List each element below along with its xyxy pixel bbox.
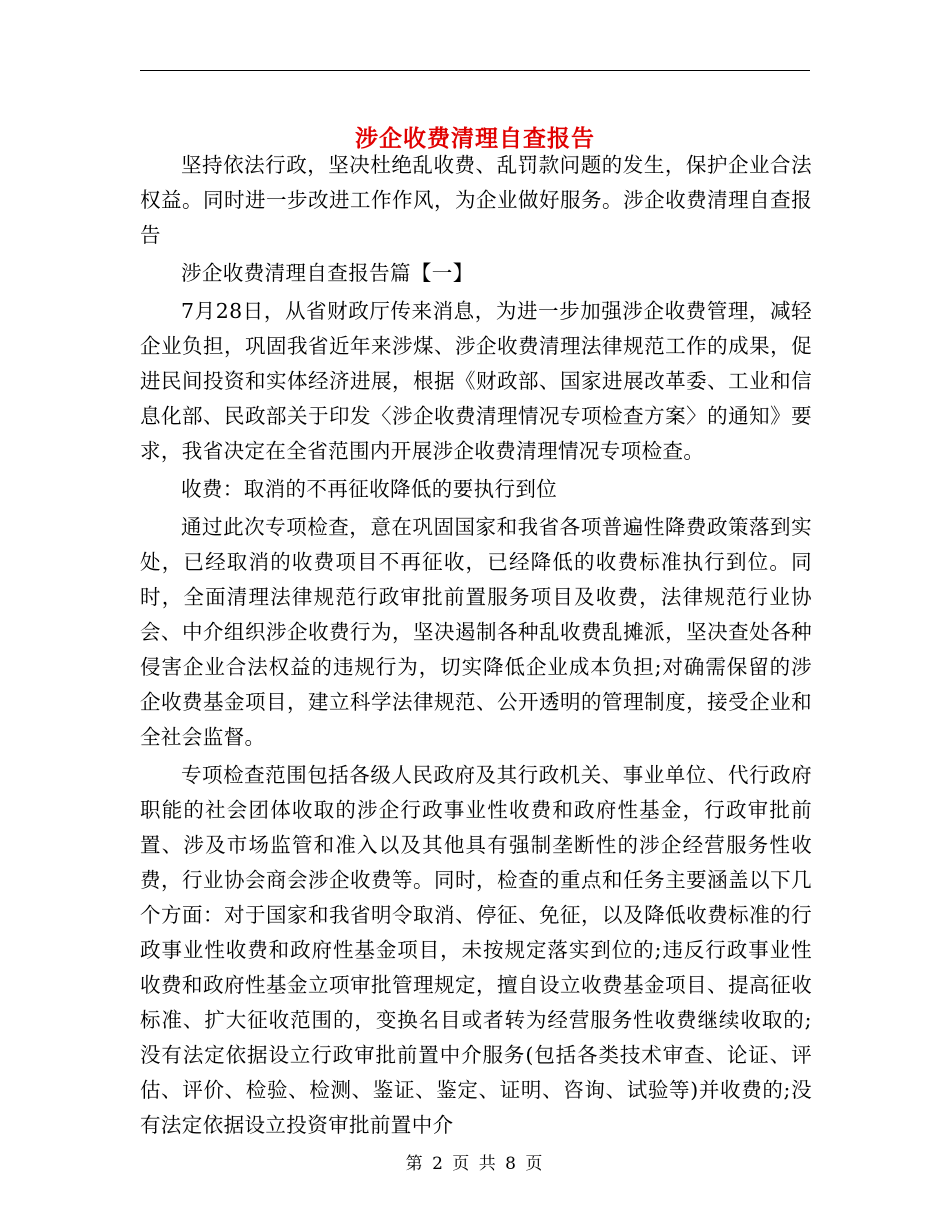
header-rule bbox=[140, 70, 810, 71]
paragraph: 坚持依法行政，坚决杜绝乱收费、乱罚款问题的发生，保护企业合法权益。同时进一步改进工作作风，为企业做好服务。涉企收费清理自查报告 bbox=[140, 153, 812, 247]
section-heading: 涉企收费清理自查报告篇【一】 bbox=[181, 261, 474, 285]
subheading: 收费：取消的不再征收降低的要执行到位 bbox=[181, 477, 558, 501]
document-title: 涉企收费清理自查报告 bbox=[355, 125, 595, 153]
page-number-footer: 第 2 页 共 8 页 bbox=[405, 1154, 545, 1174]
paragraph: 专项检查范围包括各级人民政府及其行政机关、事业单位、代行政府职能的社会团体收取的涉企行政事业性收费和政府性基金，行政审批前置、涉及市场监管和准入以及其他具有强制垄断性的涉企经营服务性收费，行业协会商会涉企收费等。同时，检查的重点和任务主要涵盖以下几个方面：对于国家和我省明令取消、停征、免征，以及降低收费标准的行政事业性收费和政府性基金项目，未按规定落实到位的;违反行政事业性收费和政府性基金立项审批管理规定，擅自设立收费基金项目、提高征收标准、扩大征收范围的，变换名目或者转为经营服务性收费继续收取的;没有法定依据设立行政审批前置中介服务(包括各类技术审查、论证、评估、评价、检验、检测、鉴证、鉴定、证明、咨询、试验等)并收费的;没有法定依据设立投资审批前置中介 bbox=[140, 763, 812, 1137]
paragraph: 通过此次专项检查，意在巩固国家和我省各项普遍性降费政策落到实处，已经取消的收费项目不再征收，已经降低的收费标准执行到位。同时，全面清理法律规范行政审批前置服务项目及收费，法律规范行业协会、中介组织涉企收费行为，坚决遏制各种乱收费乱摊派，坚决查处各种侵害企业合法权益的违规行为，切实降低企业成本负担;对确需保留的涉企收费基金项目，建立科学法律规范、公开透明的管理制度，接受企业和全社会监督。 bbox=[140, 515, 812, 749]
document-body bbox=[140, 148, 812, 1146]
paragraph: 7月28日，从省财政厅传来消息，为进一步加强涉企收费管理，减轻企业负担，巩固我省近年来涉煤、涉企收费清理法律规范工作的成果，促进民间投资和实体经济进展，根据《财政部、国家进展改革委、工业和信息化部、民政部关于印发〈涉企收费清理情况专项检查方案〉的通知》要求，我省决定在全省范围内开展涉企收费清理情况专项检查。 bbox=[140, 299, 812, 463]
